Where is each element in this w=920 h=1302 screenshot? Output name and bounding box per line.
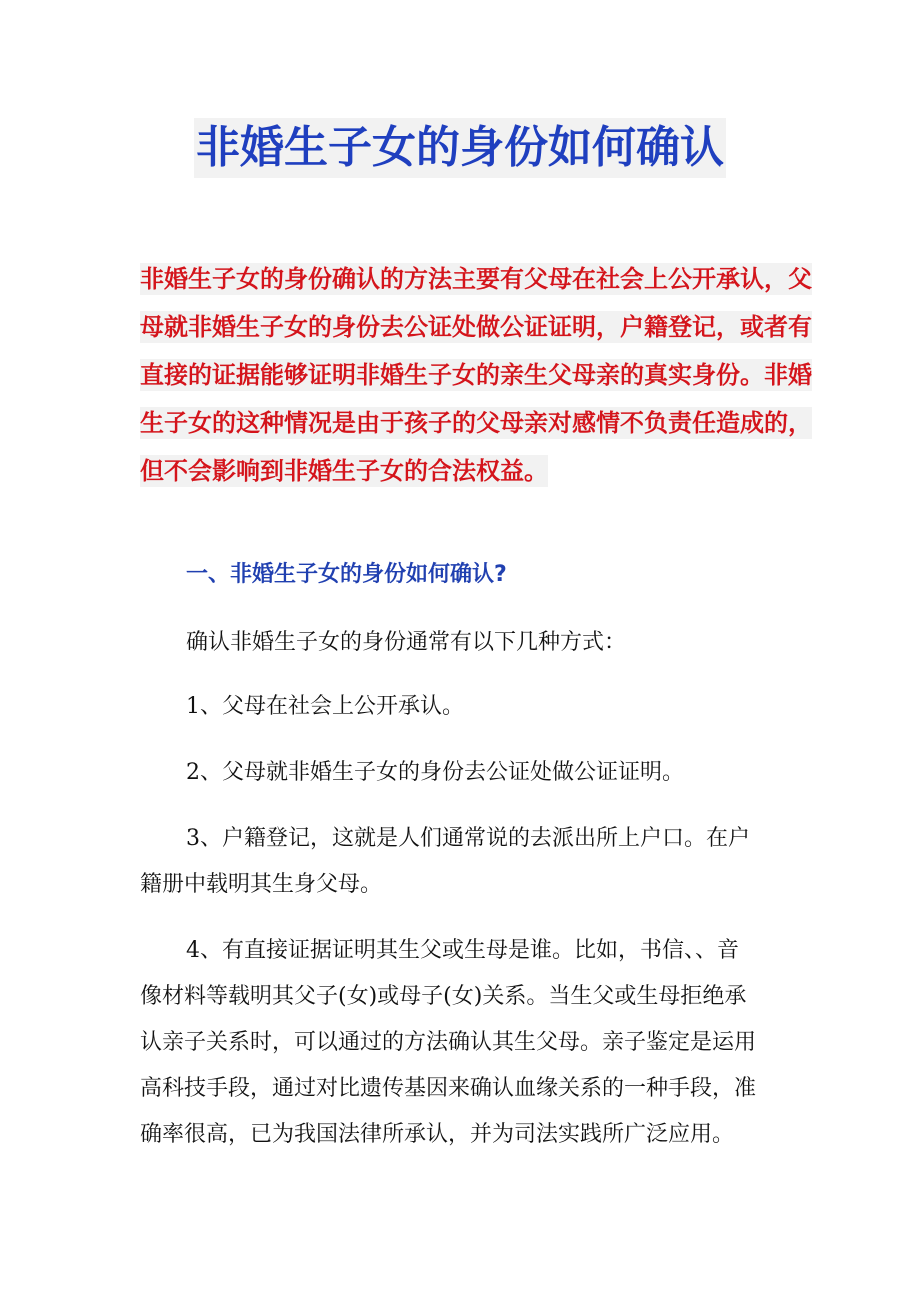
- summary-line-text: 母就非婚生子女的身份去公证处做公证证明，户籍登记，或者有: [140, 313, 812, 341]
- item-2-paragraph: [140, 750, 790, 796]
- item-1-text: 1、父母在社会上公开承认。: [186, 694, 464, 719]
- summary-line: [140, 447, 788, 495]
- summary-line: [140, 399, 812, 447]
- summary-line: [140, 351, 812, 399]
- summary-line-text: 生子女的这种情况是由于孩子的父母亲对感情不负责任造成的，: [140, 409, 812, 437]
- item-4-line: 确率很高，已为我国法律所承认，并为司法实践所广泛应用。: [140, 1122, 735, 1147]
- summary-paragraph: [140, 255, 812, 495]
- section-heading: 一、非婚生子女的身份如何确认?: [186, 562, 507, 587]
- title-container: [0, 118, 920, 178]
- item-3-line: 3、户籍登记，这就是人们通常说的去派出所上户口。在户: [186, 826, 750, 851]
- summary-line-text: 直接的证据能够证明非婚生子女的亲生父母亲的真实身份。非婚: [140, 361, 812, 389]
- item-3-paragraph: [140, 816, 790, 908]
- item-4-line: 像材料等载明其父子(女)或母子(女)关系。当生父或生母拒绝承: [140, 984, 747, 1009]
- summary-line: [140, 255, 812, 303]
- summary-line-text: 非婚生子女的身份确认的方法主要有父母在社会上公开承认，父: [140, 265, 812, 293]
- item-3-line: 籍册中载明其生身父母。: [140, 872, 383, 897]
- intro-text: 确认非婚生子女的身份通常有以下几种方式：: [186, 630, 627, 655]
- item-1-paragraph: [140, 684, 790, 730]
- intro-paragraph: [140, 620, 790, 666]
- item-2-text: 2、父母就非婚生子女的身份去公证处做公证证明。: [186, 760, 684, 785]
- summary-line-text: 但不会影响到非婚生子女的合法权益。: [140, 457, 548, 485]
- document-title: 非婚生子女的身份如何确认: [194, 118, 726, 178]
- item-4-line: 高科技手段，通过对比遗传基因来确认血缘关系的一种手段，准: [140, 1076, 757, 1101]
- summary-line: [140, 303, 812, 351]
- item-4-line: 认亲子关系时，可以通过的方法确认其生父母。亲子鉴定是运用: [140, 1030, 757, 1055]
- item-4-paragraph: [140, 928, 790, 1158]
- item-4-line: 4、有直接证据证明其生父或生母是谁。比如，书信、、音: [186, 938, 739, 963]
